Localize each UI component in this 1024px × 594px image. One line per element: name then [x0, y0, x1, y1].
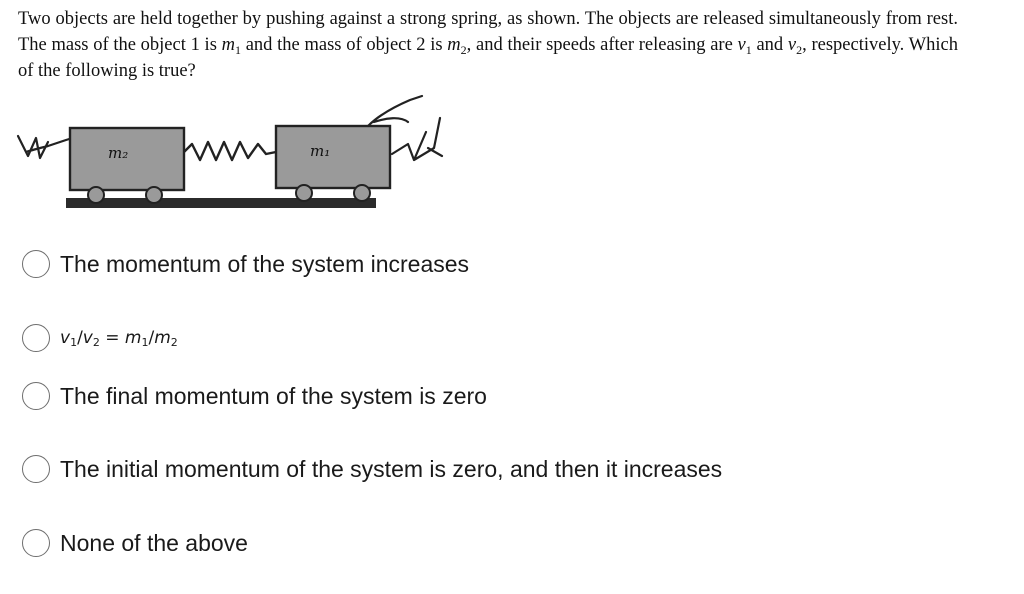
radio-button[interactable] [22, 529, 50, 557]
option-initial-zero-then-increases[interactable] [22, 453, 722, 485]
option-velocity-ratio[interactable] [22, 322, 178, 354]
right-cart [276, 126, 390, 201]
slash: / [148, 328, 155, 348]
cart-wheel [88, 187, 104, 203]
m1-symbol: m [221, 35, 235, 55]
radio-button[interactable] [22, 382, 50, 410]
spring [184, 142, 276, 160]
question-text-part: , and their speeds after releasing are [466, 35, 738, 55]
spring-carts-figure [14, 92, 446, 210]
track [66, 198, 376, 208]
right-cart-label: m₁ [310, 142, 331, 160]
v2-symbol: v [82, 328, 93, 348]
option-label: The final momentum of the system is zero [60, 382, 487, 409]
m1-subscript: 1 [235, 43, 241, 57]
option-final-momentum-zero[interactable] [22, 380, 487, 412]
v2-subscript: 2 [796, 43, 803, 57]
m2-symbol: m [447, 35, 461, 55]
v2-symbol: v [787, 35, 797, 55]
left-cart-label: m₂ [108, 144, 129, 162]
option-label: The momentum of the system increases [60, 250, 470, 277]
option-momentum-increases[interactable] [22, 248, 469, 280]
m1-symbol: m [124, 328, 142, 348]
equals-sign: = [99, 328, 125, 348]
cart-wheel [146, 187, 162, 203]
question-text-part: and the mass of object 2 is [241, 35, 448, 55]
m1-subscript: 1 [141, 336, 149, 349]
question-text-part: , respectively. Which of the following is true? [18, 35, 958, 81]
option-label: The initial momentum of the system is zero, and then it increases [60, 455, 723, 482]
slash: / [77, 328, 83, 348]
cart-wheel [296, 185, 312, 201]
v1-symbol: v [737, 35, 746, 55]
v1-symbol: v [60, 328, 71, 348]
option-label [60, 328, 178, 348]
option-none-of-the-above[interactable] [22, 527, 248, 559]
radio-button[interactable] [22, 455, 50, 483]
radio-button[interactable] [22, 250, 50, 278]
question-text [18, 6, 958, 84]
m2-subscript: 2 [460, 43, 467, 57]
v2-subscript: 2 [92, 336, 100, 349]
question-text-part: Two objects are held together by pushing against a strong spring, as shown. The objects are released simultaneously from rest. The mass of the object 1 is [18, 9, 958, 55]
left-cart [70, 128, 184, 203]
v1-subscript: 1 [70, 336, 78, 349]
m2-symbol: m [154, 328, 171, 348]
option-label: None of the above [60, 529, 248, 556]
question-text-part: and [751, 35, 788, 55]
m2-subscript: 2 [170, 336, 178, 349]
v1-subscript: 1 [745, 43, 752, 57]
radio-button[interactable] [22, 324, 50, 352]
cart-wheel [354, 185, 370, 201]
